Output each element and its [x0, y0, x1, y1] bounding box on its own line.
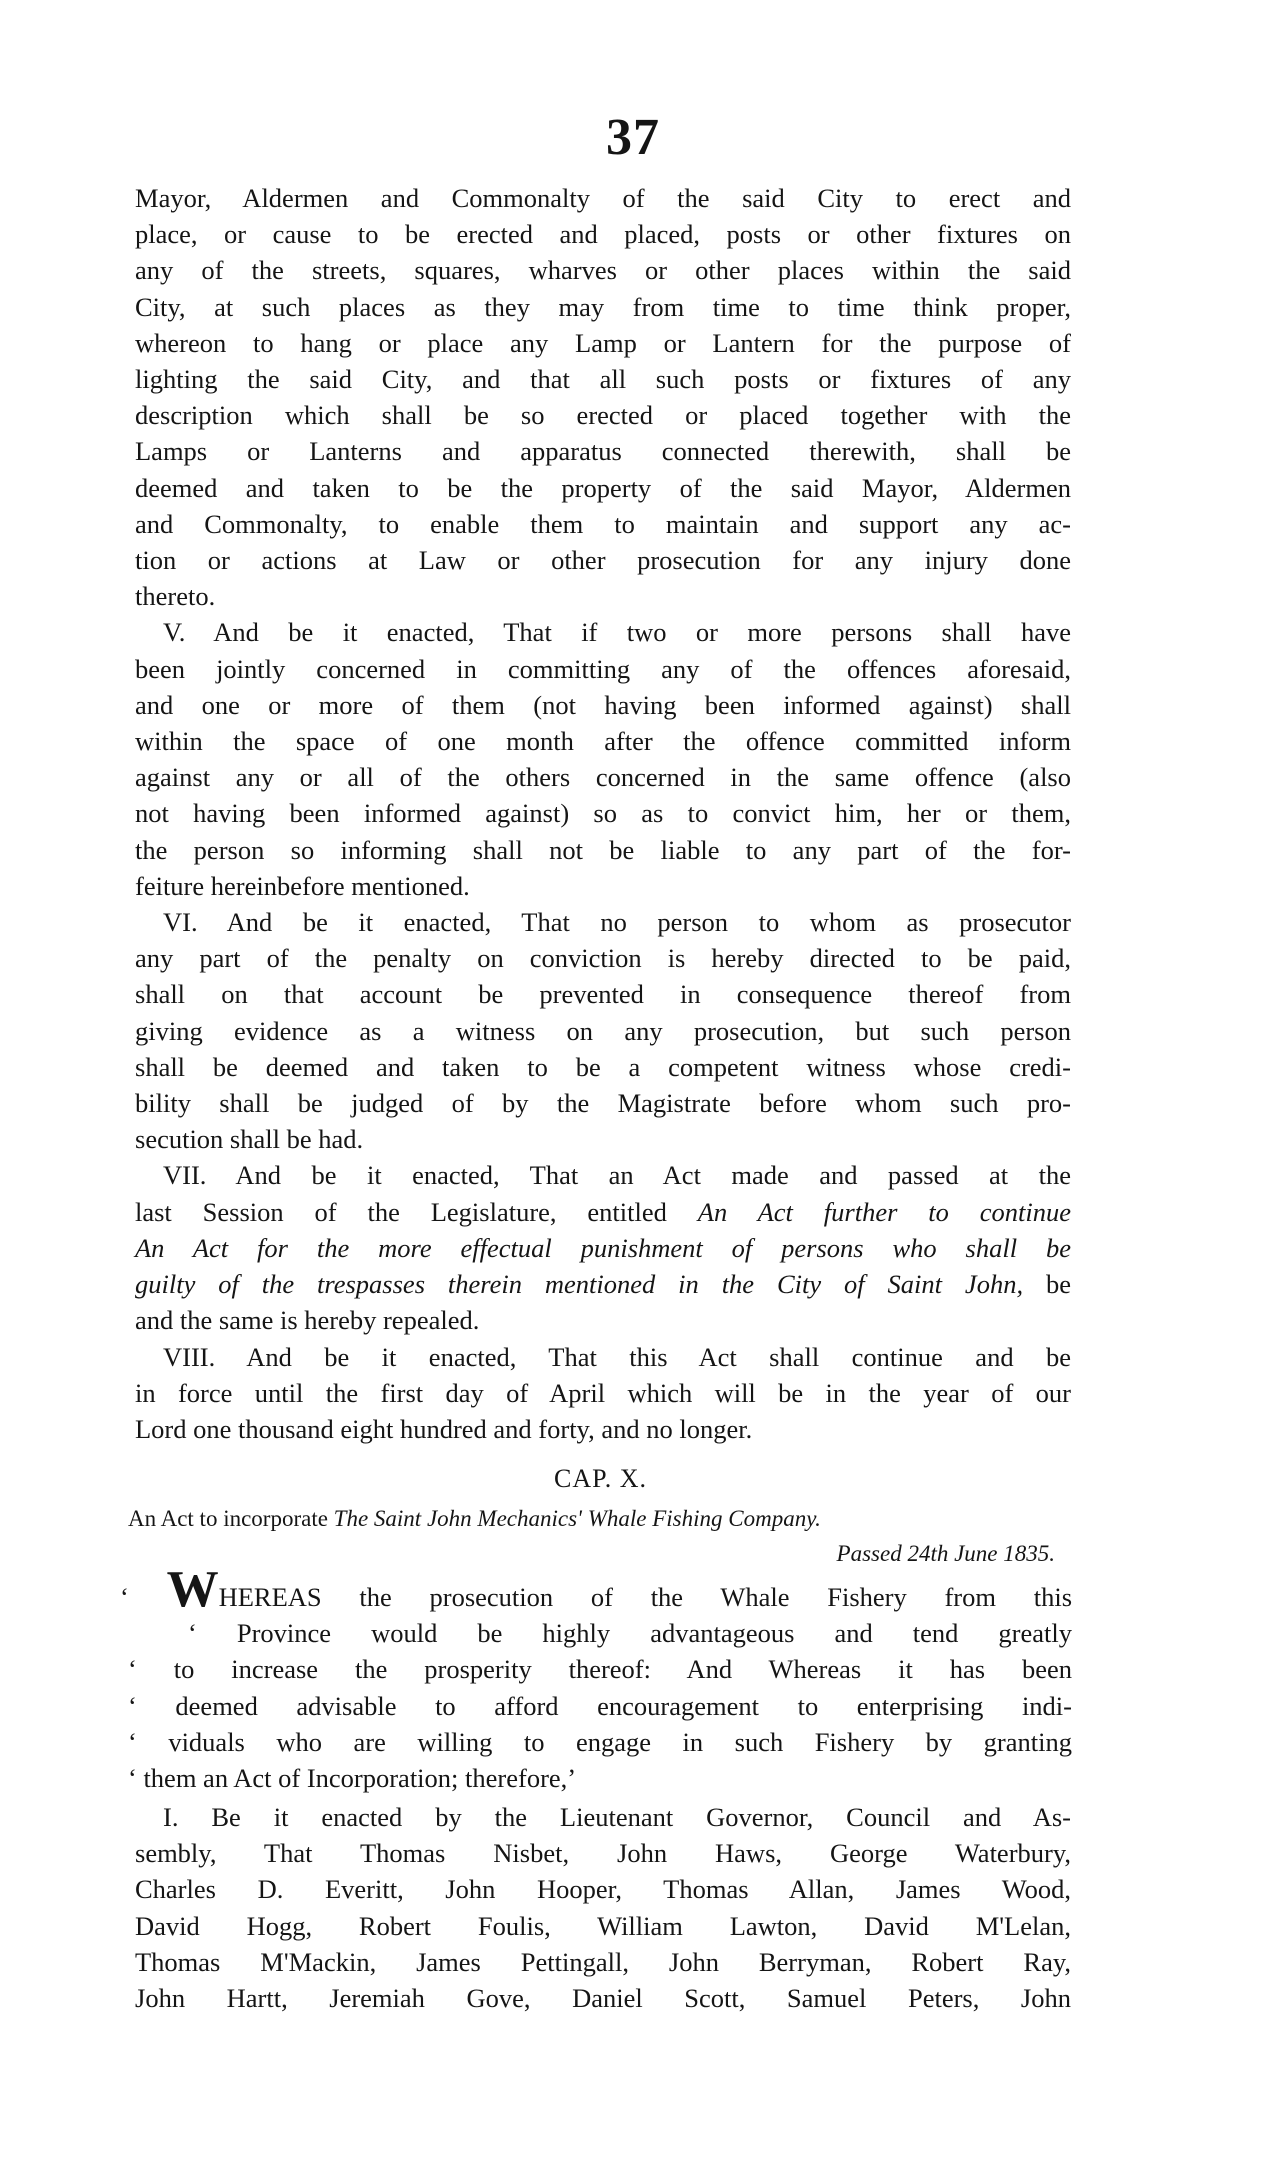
text-line-part: last Session of the Legislature, entitled: [135, 1196, 667, 1227]
page-number: 37: [606, 109, 660, 166]
section-v-start: V. And be it enacted, That if two or more persons shall have: [163, 617, 1071, 648]
preamble-first-line-text: HEREAS the prosecution of the Whale Fishery from this: [218, 1582, 1073, 1612]
text-line: [135, 1266, 1071, 1302]
preamble-line: ‘ Province would be highly advantageous and tend greatly: [188, 1618, 1072, 1649]
text-line: [135, 1194, 1071, 1230]
text-line: any part of the penalty on conviction is hereby directed to be paid,: [135, 943, 1071, 974]
text-line: secution shall be had.: [135, 1124, 364, 1155]
preamble-line: ‘ deemed advisable to afford encouragement to enterprising indi-: [128, 1690, 1072, 1721]
text-line: City, at such places as they may from time to time think proper,: [135, 291, 1071, 322]
text-line: against any or all of the others concerned in the same offence (also: [135, 762, 1071, 793]
text-line: Thomas M'Mackin, James Pettingall, John Berryman, Robert Ray,: [135, 1946, 1071, 1977]
text-line: sembly, That Thomas Nisbet, John Haws, George Waterbury,: [135, 1838, 1071, 1869]
text-line: description which shall be so erected or placed together with the: [135, 400, 1071, 431]
preamble-line: ‘ them an Act of Incorporation; therefore,’: [128, 1763, 577, 1794]
chapter-header: [128, 1462, 1073, 1572]
text-line: in force until the first day of April which will be in the year of our: [135, 1377, 1071, 1408]
text-line: not having been informed against) so as to convict him, her or them,: [135, 798, 1071, 829]
text-line: and Commonalty, to enable them to maintain and support any ac-: [135, 508, 1071, 539]
text-line: feiture hereinbefore mentioned.: [135, 870, 470, 901]
preamble: [120, 1561, 1073, 1796]
text-line: Lord one thousand eight hundred and forty, and no longer.: [135, 1413, 753, 1444]
passed-date: Passed 24th June 1835.: [836, 1541, 1055, 1566]
text-line: place, or cause to be erected and placed, posts or other fixtures on: [135, 219, 1071, 250]
preamble-line: ‘ to increase the prosperity thereof: And Whereas it has been: [128, 1654, 1072, 1685]
act-title-italic-line: An Act for the more effectual punishment of persons who shall be: [135, 1232, 1071, 1263]
section-vii-start: VII. And be it enacted, That an Act made and passed at the: [163, 1160, 1071, 1191]
text-line: any of the streets, squares, wharves or other places within the said: [135, 255, 1071, 286]
text-line: deemed and taken to be the property of the said Mayor, Aldermen: [135, 472, 1071, 503]
act-title-italic: guilty of the trespasses therein mentioned in the City of Saint John,: [135, 1269, 1024, 1300]
drop-cap: W: [166, 1561, 219, 1618]
preamble-line: ‘ viduals who are willing to engage in such Fishery by granting: [128, 1726, 1072, 1757]
text-line: shall be deemed and taken to be a competent witness whose credi-: [135, 1051, 1071, 1082]
text-line: John Hartt, Jeremiah Gove, Daniel Scott, Samuel Peters, John: [135, 1983, 1071, 2014]
text-line: lighting the said City, and that all such posts or fixtures of any: [135, 364, 1071, 395]
act-title: [128, 1502, 1073, 1536]
text-line: within the space of one month after the offence committed inform: [135, 726, 1071, 757]
text-line: shall on that account be prevented in consequence thereof from: [135, 979, 1071, 1010]
text-line: giving evidence as a witness on any prosecution, but such person: [135, 1015, 1071, 1046]
open-quote: ‘: [120, 1582, 129, 1612]
enacting-clause: [135, 1799, 1071, 2016]
text-line: been jointly concerned in committing any of the offences aforesaid,: [135, 653, 1071, 684]
act-title-name: The Saint John Mechanics' Whale Fishing Company.: [333, 1506, 821, 1531]
chapter-heading: CAP. X.: [554, 1464, 647, 1493]
text-line: the person so informing shall not be liable to any part of the for-: [135, 834, 1071, 865]
act-title-italic: An Act further to continue: [697, 1196, 1071, 1227]
preamble-first-line: [120, 1561, 1073, 1618]
text-line: Mayor, Aldermen and Commonalty of the said City to erect and: [135, 183, 1071, 213]
section-viii-start: VIII. And be it enacted, That this Act shall continue and be: [163, 1341, 1071, 1372]
text-line: Lamps or Lanterns and apparatus connected therewith, shall be: [135, 436, 1071, 467]
text-line: and the same is hereby repealed.: [135, 1305, 480, 1336]
text-line: tion or actions at Law or other prosecution for any injury done: [135, 545, 1071, 576]
text-line: and one or more of them (not having been informed against) shall: [135, 689, 1071, 720]
text-line: Charles D. Everitt, John Hooper, Thomas Allan, James Wood,: [135, 1874, 1071, 1905]
text-line: thereto.: [135, 581, 216, 612]
text-line: bility shall be judged of by the Magistrate before whom such pro-: [135, 1088, 1071, 1119]
statute-body-text: [135, 180, 1071, 1447]
text-line: whereon to hang or place any Lamp or Lantern for the purpose of: [135, 327, 1071, 358]
text-line-part: be: [1023, 1269, 1071, 1300]
section-i-start: I. Be it enacted by the Lieutenant Governor, Council and As-: [163, 1802, 1071, 1832]
section-vi-start: VI. And be it enacted, That no person to whom as prosecutor: [163, 907, 1071, 938]
text-line: David Hogg, Robert Foulis, William Lawton, David M'Lelan,: [135, 1910, 1071, 1941]
act-title-prefix: An Act to incorporate: [128, 1506, 334, 1531]
